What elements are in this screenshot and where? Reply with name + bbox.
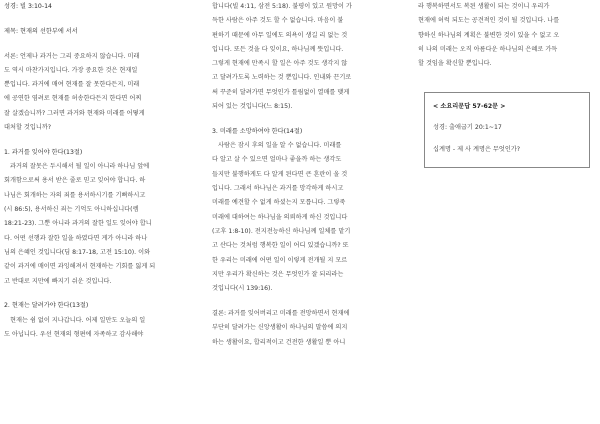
- text-line: 현재에 허럭 되도는 공견적인 것이 될 것입니다. 나를: [418, 17, 560, 25]
- text-line: 편하기 때문에 아무 일에도 의욕이 생길 리 없는 것: [212, 31, 348, 39]
- paragraph-gap: [212, 114, 394, 125]
- section-heading: 제목: 현재의 선한부에 서서: [4, 27, 78, 35]
- text-line: 입니다. 그래서 하나님은 과거를 망각하게 하시고: [212, 185, 344, 193]
- text-line: 다. 어떤 선행과 잘한 일을 하였다면 게가 아니라 하나: [4, 234, 148, 242]
- text-line: 다 알고 살 수 있으면 얼마나 좋을까 하는 생각도: [212, 156, 342, 164]
- paragraph-gap: [4, 14, 200, 25]
- text-line: 뿐입니다. 과거에 매여 현재를 잘 못한다든지, 미래: [4, 81, 140, 89]
- text-line: (시 86:5), 용서하신 죄는 기억도 아니하십니다(렘: [4, 206, 139, 214]
- paragraph-gap: [212, 296, 394, 307]
- text-line: 지만 우리가 확신하는 것은 무엇인가 잘 되리라는: [212, 270, 344, 278]
- text-line: 사람은 잠시 후의 일을 알 수 없습니다. 미래를: [218, 142, 342, 150]
- paragraph-gap: [4, 289, 200, 300]
- section-heading: 1. 과거를 잊어야 한다(13절): [4, 148, 83, 156]
- text-line: 현재는 쉼 없이 지나갑니다. 어제 일만도 오늘의 일: [10, 316, 146, 324]
- text-line: 같이 과거에 매이면 과잉해져서 현재하는 기회를 잃게 되: [4, 263, 156, 271]
- text-line: 잘 살겠습니까? 그러면 과거와 현재와 미래를 어떻게: [4, 109, 145, 117]
- text-line: 히 나의 미래는 오직 아름다운 하나님의 은혜로 가득: [418, 45, 558, 53]
- sermon-column-2: [212, 0, 394, 350]
- text-line: 미래에 대하여는 하나님을 의뢰하게 하신 것입니다: [212, 213, 348, 221]
- text-line: 에 공연한 염려로 현재를 허송한다든지 한다면 어찌: [4, 95, 142, 103]
- text-line: 그렇게 현재에 만족시 할 일은 아주 것도 생각지 않: [212, 60, 348, 68]
- text-line: 하는 생활이요, 합리적이고 건전한 생활일 뿐 아니: [212, 338, 346, 346]
- text-line: 한 우리는 미래에 어떤 일이 이렇게 전개될 지 모르: [212, 256, 348, 264]
- section-heading: 3. 미래를 소망하여야 한다(14절): [212, 127, 303, 135]
- sermon-column-3: [418, 0, 598, 168]
- section-heading: 2. 현재는 달려가야 한다(13절): [4, 302, 89, 310]
- paragraph-gap: [4, 39, 200, 50]
- text-line: 18:21-23). 그뿐 아니라 과거의 잘한 일도 잊어야 합니: [4, 220, 152, 228]
- text-line: 과거의 잘못은 두시해서 될 일이 아니라 하나님 앞에: [10, 163, 150, 171]
- text-line: 들지만 불행하게도 다 알게 된다면 큰 혼란이 올 것: [212, 170, 348, 178]
- text-line: 향하신 하나님의 계획은 불변한 것이 있을 수 없고 오: [418, 31, 560, 39]
- text-line: 대처할 것입니까?: [4, 124, 52, 132]
- text-line: 라 행복하면서도 복된 생활이 되는 것이니 우리가: [418, 3, 550, 10]
- catechism-box: [424, 92, 590, 168]
- catechism-title: < 소요리문답 57-62문 >: [433, 103, 506, 111]
- text-line: 님의 은혜인 것입니다(딤 8:17-18, 고전 15:10). 이와: [4, 248, 151, 256]
- text-line: 회개함으로써 용서 받은 줄로 믿고 잊어야 합니다. 하: [4, 177, 146, 185]
- text-line: 결론: 과거를 잊어버리고 미래를 전망하면서 현재에: [212, 309, 350, 317]
- catechism-question: 십계명 - 제 사 계명은 무엇인가?: [433, 146, 521, 154]
- text-line: 할 것임을 확신할 뿐입니다.: [418, 60, 492, 68]
- text-line: 서론: 언제나 과거는 그리 중요하지 않습니다. 미래: [4, 52, 140, 60]
- text-line: 합니다(빌 4:11, 삼전 5:18). 불평이 있고 원망이 가: [212, 3, 352, 10]
- text-line: 써 꾸준히 달려가면 무엇인가 틀림없이 열매를 맺게: [212, 88, 350, 96]
- text-line: 고 반대로 지만에 빠지기 쉬운 것입니다.: [4, 277, 112, 285]
- text-line: 도 역시 마찬가지입니다. 가장 중요한 것은 현재일: [4, 66, 138, 74]
- sermon-conclusion: [418, 0, 598, 71]
- text-line: 입니다. 또든 것을 다 잊이요, 하나님께 뜻입니다.: [212, 45, 344, 53]
- text-line: 고 달려가도록 노력하는 것 뿐입니다. 인내와 끈기로: [212, 74, 352, 82]
- text-line: 미래를 예견할 수 없게 하셨는지 모릅니다. 그렇죽: [212, 199, 346, 207]
- text-line: (고후 1:8-10). 전지전능하신 하나님께 일체를 맡기: [212, 227, 351, 235]
- text-line: 나님은 회개하는 자의 죄를 용서하시기를 기뻐하시고: [4, 191, 146, 199]
- text-line: 득한 사람은 아주 것도 할 수 없습니다. 마음이 불: [212, 17, 344, 25]
- section-heading: 성경: 빌 3:10-14: [4, 3, 52, 10]
- text-line: 되어 있는 것입니다(느 8:15).: [212, 103, 293, 111]
- text-line: 고 산다는 것처럼 행복한 일이 어디 있겠습니까? 또: [212, 242, 349, 250]
- text-line: 부단히 달려가는 신앙생활이 하나님의 말씀에 의지: [212, 324, 348, 332]
- sermon-column-1: [4, 0, 200, 342]
- paragraph-gap: [4, 135, 200, 146]
- text-line: 것입니다(시 139:16).: [212, 285, 273, 293]
- catechism-scripture: 성경: 출애굽기 20:1~17: [433, 124, 502, 132]
- text-line: 도 아닙니다. 우선 현재의 형편에 자족하고 감사해야: [4, 330, 144, 338]
